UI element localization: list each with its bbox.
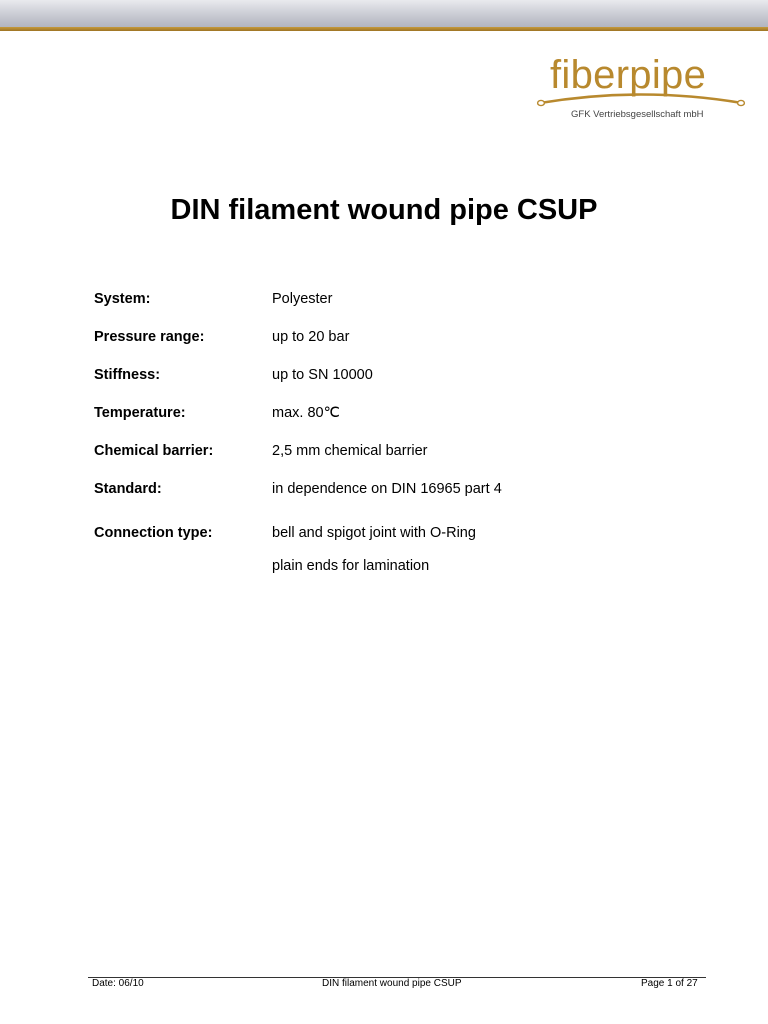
spec-value: plain ends for lamination bbox=[272, 558, 430, 574]
spec-label: Pressure range: bbox=[94, 329, 205, 345]
spec-value: up to SN 10000 bbox=[272, 367, 373, 383]
footer-document-title: DIN filament wound pipe CSUP bbox=[322, 978, 462, 989]
fiberpipe-logo bbox=[536, 52, 746, 124]
spec-label: System: bbox=[94, 291, 151, 307]
spec-label: Chemical barrier: bbox=[94, 443, 214, 459]
footer-date: Date: 06/10 bbox=[92, 978, 144, 989]
spec-value: Polyester bbox=[272, 291, 333, 307]
spec-value: bell and spigot joint with O-Ring bbox=[272, 525, 476, 541]
spec-label: Stiffness: bbox=[94, 367, 161, 383]
spec-value: up to 20 bar bbox=[272, 329, 350, 345]
spec-label: Standard: bbox=[94, 481, 162, 497]
logo-subtitle: GFK Vertriebsgesellschaft mbH bbox=[571, 109, 704, 120]
spec-value: max. 80℃ bbox=[272, 405, 340, 421]
footer-page-number: Page 1 of 27 bbox=[641, 978, 698, 989]
spec-value: 2,5 mm chemical barrier bbox=[272, 443, 428, 459]
header-band bbox=[0, 0, 768, 27]
header-gold-rule bbox=[0, 27, 768, 31]
spec-label: Temperature: bbox=[94, 405, 186, 421]
logo-wordmark: fiberpipe bbox=[550, 53, 707, 97]
spec-label: Connection type: bbox=[94, 525, 213, 541]
spec-value: in dependence on DIN 16965 part 4 bbox=[272, 481, 502, 497]
document-title: DIN filament wound pipe CSUP bbox=[170, 194, 598, 226]
